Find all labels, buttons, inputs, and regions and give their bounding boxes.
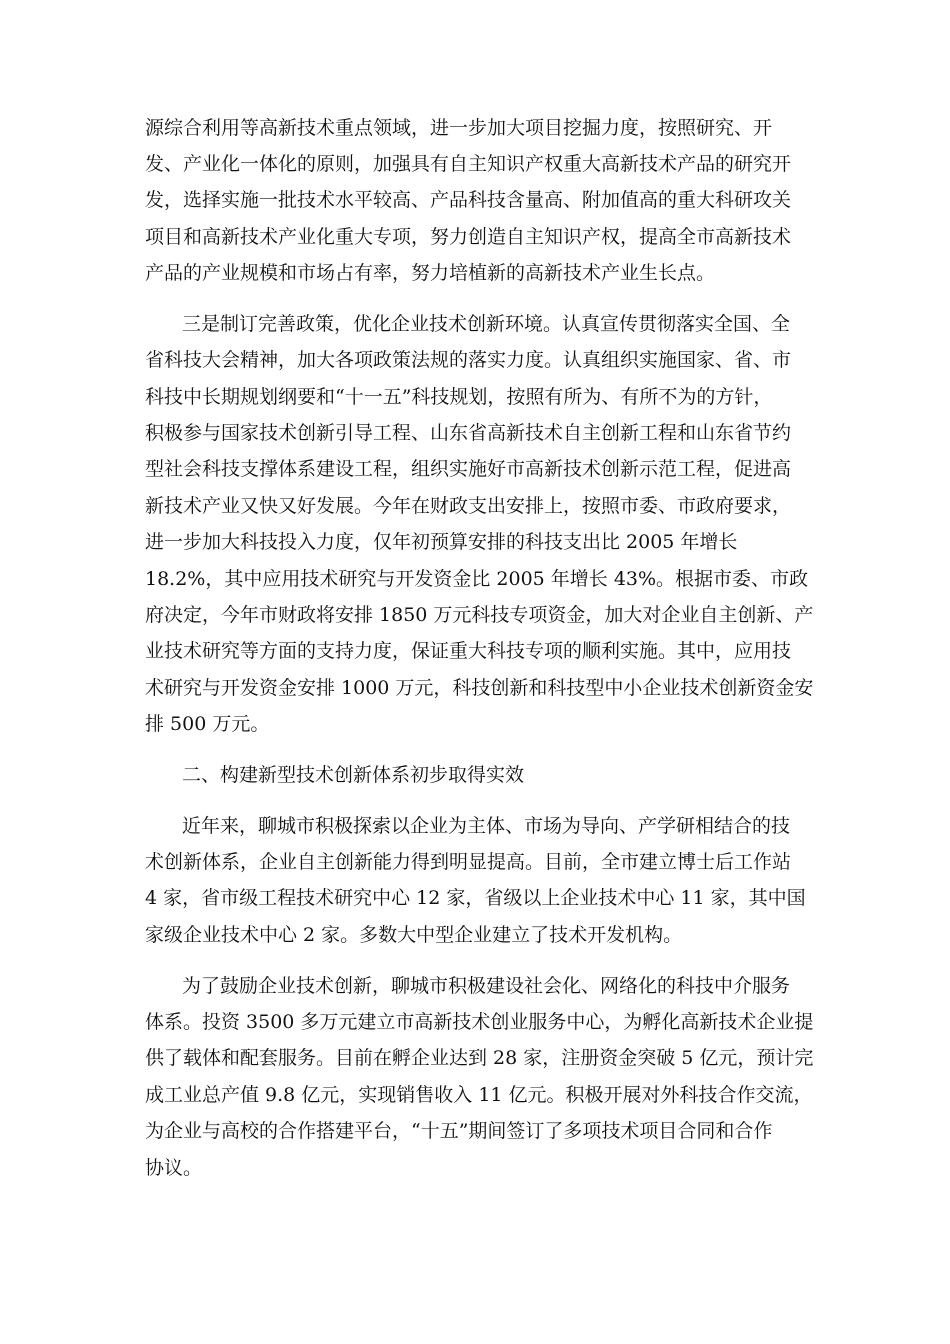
text-line: 协议。: [145, 1157, 203, 1179]
text-line: 府决定，今年市财政将安排 1850 万元科技专项资金，加大对企业自主创新、产: [145, 604, 814, 626]
text-line: 供了载体和配套服务。目前在孵企业达到 28 家，注册资金突破 5 亿元，预计完: [145, 1047, 814, 1069]
text-line: 项目和高新技术产业化重大专项，努力创造自主知识产权，提高全市高新技术: [145, 226, 792, 248]
text-line: 18.2%，其中应用技术研究与开发资金比 2005 年增长 43%。根据市委、市政: [145, 568, 809, 590]
text-line: 近年来，聊城市积极探索以企业为主体、市场为导向、产学研相结合的技: [182, 815, 791, 837]
text-line: 源综合利用等高新技术重点领域，进一步加大项目挖掘力度，按照研究、开: [145, 117, 773, 139]
text-line: 进一步加大科技投入力度，仅年初预算安排的科技支出比 2005 年增长: [145, 531, 738, 553]
text-line: 发、产业化一体化的原则，加强具有自主知识产权重大高新技术产品的研究开: [145, 153, 792, 175]
text-line: 省科技大会精神，加大各项政策法规的落实力度。认真组织实施国家、省、市: [145, 349, 792, 371]
text-line: 为企业与高校的合作搭建平台，“十五”期间签订了多项技术项目合同和合作: [145, 1120, 773, 1142]
text-line: 科技中长期规划纲要和“十一五”科技规划，按照有所为、有所不为的方针，: [145, 386, 773, 408]
text-line: 4 家，省市级工程技术研究中心 12 家，省级以上企业技术中心 11 家，其中国: [145, 887, 806, 909]
text-line: 术研究与开发资金安排 1000 万元，科技创新和科技型中小企业技术创新资金安: [145, 677, 814, 699]
text-line: 成工业总产值 9.8 亿元，实现销售收入 11 亿元。积极开展对外科技合作交流，: [145, 1084, 813, 1106]
text-line: 业技术研究等方面的支持力度，保证重大科技专项的顺利实施。其中，应用技: [145, 640, 792, 662]
text-line: 型社会科技支撑体系建设工程，组织实施好市高新技术创新示范工程，促进高: [145, 458, 792, 480]
text-line: 术创新体系，企业自主创新能力得到明显提高。目前，全市建立博士后工作站: [145, 851, 792, 873]
text-line: 排 500 万元。: [145, 713, 270, 735]
text-line: 新技术产业又快又好发展。今年在财政支出安排上，按照市委、市政府要求，: [145, 495, 792, 517]
text-line: 为了鼓励企业技术创新，聊城市积极建设社会化、网络化的科技中介服务: [182, 975, 791, 997]
text-line: 发，选择实施一批技术水平较高、产品科技含量高、附加值高的重大科研攻关: [145, 189, 792, 211]
section-heading: 二、构建新型技术创新体系初步取得实效: [182, 764, 525, 786]
text-line: 产品的产业规模和市场占有率，努力培植新的高新技术产业生长点。: [145, 262, 716, 284]
text-line: 体系。投资 3500 多万元建立市高新技术创业服务中心，为孵化高新技术企业提: [145, 1011, 814, 1033]
text-line: 积极参与国家技术创新引导工程、山东省高新技术自主创新工程和山东省节约: [145, 422, 792, 444]
text-line: 家级企业技术中心 2 家。多数大中型企业建立了技术开发机构。: [145, 924, 683, 946]
text-line: 三是制订完善政策，优化企业技术创新环境。认真宣传贯彻落实全国、全: [182, 313, 791, 335]
